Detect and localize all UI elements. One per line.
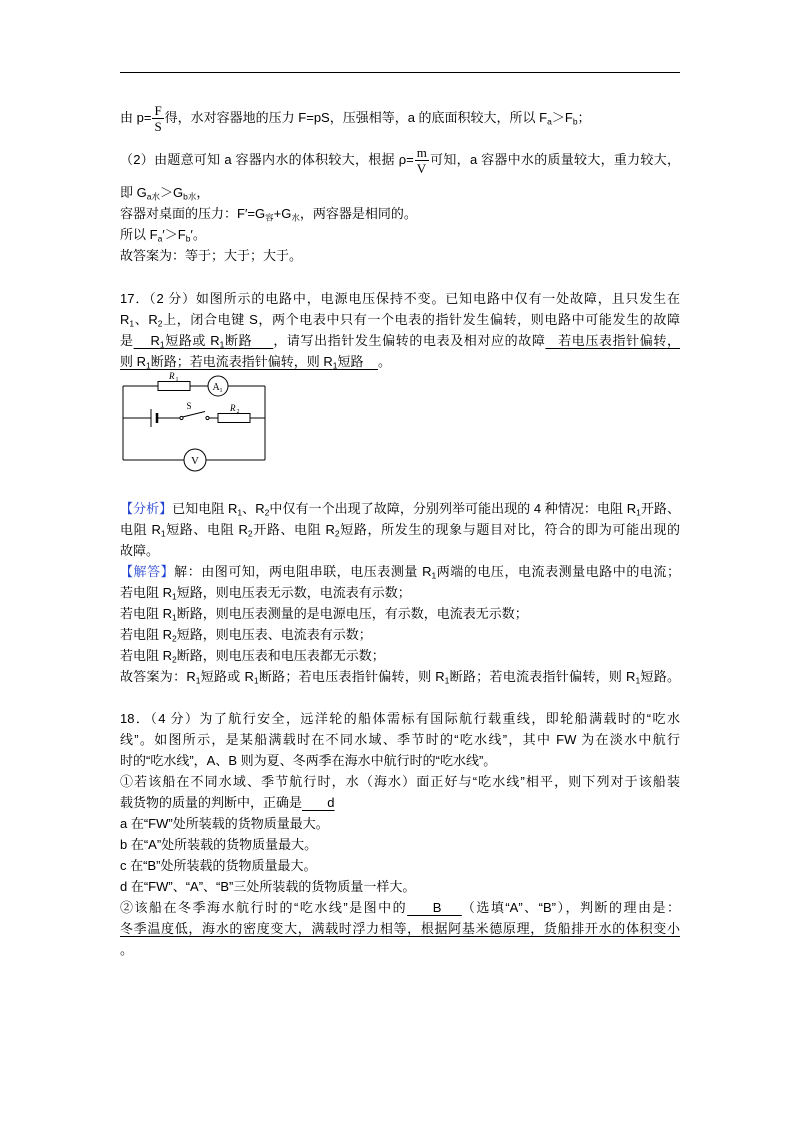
q18-question-line-11	[120, 918, 680, 939]
subscript: 1	[195, 675, 201, 686]
subscript: 1	[444, 675, 450, 686]
answer-underline	[407, 900, 462, 915]
text-run: 、R	[242, 501, 265, 516]
subscript: 1	[160, 528, 166, 539]
fraction-numerator: F	[154, 103, 162, 119]
text-run: ，请写出指针发生偏转的电表及相对应的故障	[273, 333, 546, 348]
resistor-r2	[218, 414, 250, 423]
q16-solution-conclusion-line-3	[120, 224, 680, 245]
q17-question-line-1	[120, 288, 680, 309]
text-run: ①若该船在不同水域、季节航行时，水（海水）面正好与“吃水线”相平，则下列对于该船装	[120, 774, 680, 789]
subscript: 水	[291, 212, 300, 223]
subscript: a水	[146, 191, 160, 202]
text-run: ′＞F	[162, 227, 186, 242]
text-run: 可知，a 容器中水的质量较大，重力较大，	[429, 152, 680, 167]
text-run: d 在“FW”、“A”、“B”三处所装载的货物质量一样大。	[120, 879, 416, 894]
text-run: 故答案为：等于；大于；大于。	[120, 248, 303, 263]
q17-analysis-line-7	[120, 624, 680, 645]
text-run: 短路	[337, 354, 378, 369]
text-run: 短路、电阻 R	[165, 522, 248, 537]
text-run: 。	[377, 354, 391, 369]
q17-analysis-line-5	[120, 582, 680, 603]
text-run: （选填“A”、“B”），判断的理由是：	[461, 900, 680, 915]
r1-label: R	[169, 371, 175, 381]
subscript: 1	[219, 339, 225, 350]
text-run: 18．（4 分）为了航行安全，远洋轮的船体需标有国际航行载重线，即轮船满载时的“吃水	[120, 711, 680, 726]
q17-question-line-2	[120, 309, 680, 330]
text-run: 若电阻 R	[120, 627, 173, 642]
subscript: b	[185, 233, 191, 244]
text-run: 时的“吃水线”，A、B 则为夏、冬两季在海水中航行时的“吃水线”。	[120, 753, 497, 768]
q16-solution-conclusion-line-4	[120, 245, 680, 266]
q17-question-line-3	[120, 330, 680, 351]
answer-underline	[302, 795, 335, 810]
subscript: b水	[183, 191, 197, 202]
q17-question	[120, 288, 680, 372]
text-run: 所以 F	[120, 227, 158, 242]
q18-question-line-6	[120, 813, 680, 834]
text-run: R	[120, 312, 130, 327]
subscript: 2	[172, 633, 177, 644]
subscript: 1	[636, 507, 641, 518]
subscript: 2	[334, 528, 340, 539]
q17-analysis-line-4	[120, 561, 680, 582]
text-run: 是	[120, 333, 134, 348]
text-run: 若电阻 R	[120, 585, 173, 600]
text-run: 上，闭合电键 S，两个电表中只有一个电表的指针发生偏转，则电路中可能发生的故障	[162, 312, 680, 327]
fraction-denominator: S	[154, 119, 162, 135]
text-run: 短路或 R	[200, 669, 254, 684]
q17-analysis-line-8	[120, 645, 680, 666]
switch-blade	[183, 412, 206, 418]
text-run: 若电压表指针偏转，	[545, 333, 680, 348]
text-run: 断路，则电压表测量的是电源电压，有示数，电流表无示数；	[176, 606, 528, 621]
text-run: 断路；若电流表指针偏转，则 R	[449, 669, 636, 684]
q18-question-line-10	[120, 897, 680, 918]
text-run: ＞G	[159, 185, 184, 200]
text-run: b 在“A”处所装载的货物质量最大。	[120, 837, 318, 852]
text-run: 短路。	[640, 669, 680, 684]
text-run: 短路，则电压表、电流表有示数；	[176, 627, 372, 642]
voltmeter-label: V	[191, 455, 199, 467]
q17-analysis-line-6	[120, 603, 680, 624]
section-tag: 【解答】	[120, 564, 175, 579]
subscript: a	[547, 116, 552, 127]
subscript: 容	[265, 212, 274, 223]
text-run: ，	[196, 185, 210, 200]
text-run: 电阻 R	[120, 522, 161, 537]
text-run: 断路；若电流表指针偏转，则 R	[150, 354, 333, 369]
text-run: +G	[273, 206, 292, 221]
text-run: B	[407, 900, 462, 915]
subscript: 1	[431, 570, 437, 581]
answer-underline	[545, 333, 680, 348]
subscript: 1	[159, 339, 165, 350]
header-rule	[120, 72, 680, 73]
q18-question	[120, 708, 680, 960]
text-run: 开路、电阻 R	[252, 522, 335, 537]
text-run: 短路，所发生的现象与题目对比，符合的即为可能出现的	[339, 522, 680, 537]
text-run: 已知电阻 R	[172, 501, 238, 516]
subscript: 2	[157, 318, 163, 329]
text-run: 故答案为：R	[120, 669, 196, 684]
text-run: 线”。如图所示，是某船满载时在不同水域、季节时的“吃水线”，其中 FW 为在淡水中航行	[120, 732, 680, 747]
q16-solution-part2-line-1	[120, 144, 680, 176]
text-run: c 在“B”处所装载的货物质量最大。	[120, 858, 317, 873]
subscript: 1	[332, 360, 338, 371]
subscript: 2	[172, 654, 177, 665]
q16-solution-pressure	[120, 102, 680, 134]
text-run: 则 R	[120, 354, 147, 369]
fraction	[152, 104, 163, 133]
text-run: ，两容器是相同的。	[299, 206, 417, 221]
section-tag: 【分析】	[120, 501, 173, 516]
text-run: 断路；若电压表指针偏转，则 R	[258, 669, 445, 684]
text-run: 两端的电压，电流表测量电路中的电流；	[436, 564, 680, 579]
q18-question-line-8	[120, 855, 680, 876]
answer-underline	[134, 333, 274, 348]
q16-solution-conclusion	[120, 182, 680, 266]
text-run: 17．（2 分）如图所示的电路中，电源电压保持不变。已知电路中仅有一处故障，且只发生在	[120, 291, 680, 306]
q17-analysis-line-3	[120, 540, 680, 561]
text-run: 、R	[134, 312, 158, 327]
q17-analysis-line-2	[120, 519, 680, 540]
switch-contact	[206, 416, 209, 419]
subscript: 2	[264, 507, 270, 518]
text-run: d	[302, 795, 335, 810]
text-run: 故障。	[120, 543, 160, 558]
subscript: b	[572, 116, 578, 127]
text-run: 短路或 R	[164, 333, 220, 348]
text-run: 若电阻 R	[120, 648, 173, 663]
q17-analysis-line-9	[120, 666, 680, 687]
text-run: 开路、	[640, 501, 680, 516]
text-run: 短路，则电压表无示数，电流表有示数；	[176, 585, 411, 600]
text-run: 即 G	[120, 185, 147, 200]
q17-analysis-line-1	[120, 498, 680, 519]
text-run: ；	[577, 110, 591, 125]
q18-question-line-5	[120, 792, 680, 813]
fraction-numerator: m	[416, 145, 427, 161]
q18-question-line-7	[120, 834, 680, 855]
q16-solution-conclusion-line-2	[120, 203, 680, 224]
answer-underline	[120, 921, 680, 936]
a1-label-subscript: 1	[219, 388, 223, 394]
q16-solution-pressure-line-1	[120, 102, 680, 134]
text-run: ＞F	[551, 110, 573, 125]
text-run: R	[133, 333, 160, 348]
text-run: 。	[120, 942, 134, 957]
subscript: 1	[129, 318, 135, 329]
text-run: 得，水对容器地的压力 F=pS，压强相等，a 的底面积较大，所以 F	[164, 110, 548, 125]
subscript: 1	[172, 612, 177, 623]
text-run: 若电阻 R	[120, 606, 173, 621]
text-run: 容器对桌面的压力：F′=G	[120, 206, 266, 221]
text-run: 载货物的质量的判断中，正确是	[120, 795, 303, 810]
fraction	[415, 146, 429, 175]
q17-analysis	[120, 498, 680, 687]
a1-label: A	[212, 382, 220, 393]
r2-label-subscript: 2	[236, 409, 240, 415]
text-run: 冬季温度低，海水的密度变大，满载时浮力相等，根据阿基米德原理，货船排开水的体积变小	[120, 921, 680, 936]
subscript: 2	[247, 528, 253, 539]
r1-label-subscript: 1	[175, 377, 179, 383]
subscript: 1	[253, 675, 259, 686]
q18-question-line-9	[120, 876, 680, 897]
q18-question-line-3	[120, 750, 680, 771]
text-run: 断路，则电压表和电压表都无示数；	[176, 648, 385, 663]
subscript: 1	[172, 591, 177, 602]
resistor-r1	[158, 382, 190, 391]
text-run: 解：由图可知，两电阻串联，电压表测量 R	[174, 564, 432, 579]
text-run: ②该船在冬季海水航行时的“吃水线”是图中的	[120, 900, 408, 915]
q18-question-line-12	[120, 939, 680, 960]
q18-question-line-4	[120, 771, 680, 792]
q18-question-line-1	[120, 708, 680, 729]
circuit-diagram	[118, 362, 270, 474]
fraction-denominator: V	[416, 161, 427, 177]
subscript: 1	[146, 360, 151, 371]
text-run: （2）由题意可知 a 容器内水的体积较大，根据 ρ=	[120, 152, 414, 167]
subscript: 1	[237, 507, 243, 518]
q16-solution-conclusion-line-1	[120, 182, 680, 203]
subscript: 1	[635, 675, 641, 686]
switch-label: S	[186, 401, 192, 411]
text-run: ′。	[190, 227, 206, 242]
subscript: a	[157, 233, 163, 244]
r2-label: R	[230, 403, 236, 413]
text-run: a 在“FW”处所装载的货物质量最大。	[120, 816, 329, 831]
q18-question-line-2	[120, 729, 680, 750]
q16-solution-part2	[120, 144, 680, 176]
text-run: 断路	[224, 333, 274, 348]
text-run: 中仅有一个出现了故障，分别列举可能出现的 4 种情况：电阻 R	[269, 501, 637, 516]
text-run: 由 p=	[120, 110, 152, 125]
